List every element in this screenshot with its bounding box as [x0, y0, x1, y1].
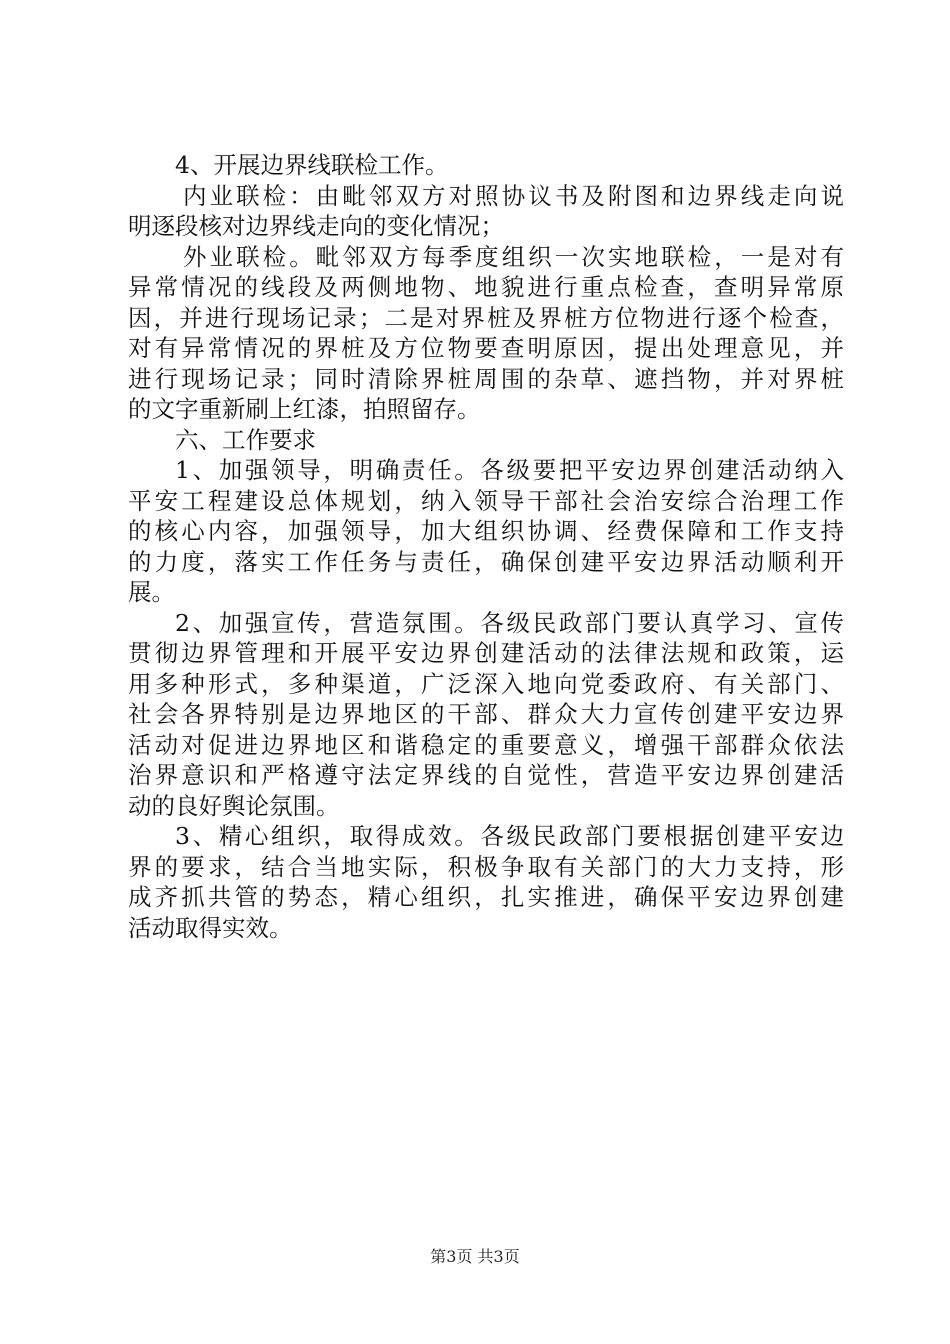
text-line: 动的良好舆论氛围。 — [128, 791, 340, 820]
text-line: 因，并进行现场记录；二是对界桩及界桩方位物进行逐个检查， — [128, 303, 844, 332]
text-line: 的核心内容，加强领导，加大组织协调、经费保障和工作支持 — [128, 517, 844, 545]
text-line: 六、工作要求 — [175, 425, 316, 454]
text-line: 平安工程建设总体规划，纳入领导干部社会治安综合治理工作 — [128, 486, 844, 515]
text-line: 成齐抓共管的势态，精心组织，扎实推进，确保平安边界创建 — [128, 883, 844, 911]
text-line: 1、加强领导，明确责任。各级要把平安边界创建活动纳入 — [175, 456, 844, 484]
text-line: 的力度，落实工作任务与责任，确保创建平安边界活动顺利开 — [128, 547, 844, 576]
text-line: 用多种形式，多种渠道，广泛深入地向党委政府、有关部门、 — [128, 669, 844, 698]
page-footer: 第3页 共3页 — [430, 1247, 520, 1266]
text-line: 的文字重新刷上红漆，拍照留存。 — [128, 395, 481, 423]
text-line: 4、开展边界线联检工作。 — [175, 151, 449, 179]
text-line: 进行现场记录；同时清除界桩周围的杂草、遮挡物，并对界桩 — [128, 364, 844, 393]
text-line: 3、精心组织，取得成效。各级民政部门要根据创建平安边 — [175, 822, 844, 850]
text-line: 社会各界特别是边界地区的干部、群众大力宣传创建平安边界 — [128, 700, 844, 728]
text-line: 治界意识和严格遵守法定界线的自觉性，营造平安边界创建活 — [128, 761, 844, 789]
text-line: 对有异常情况的界桩及方位物要查明原因，提出处理意见，并 — [128, 334, 844, 362]
text-line: 展。 — [128, 578, 175, 606]
text-line: 界的要求，结合当地实际，积极争取有关部门的大力支持，形 — [128, 852, 844, 881]
text-line: 异常情况的线段及两侧地物、地貌进行重点检查，查明异常原 — [128, 273, 844, 301]
text-line: 外业联检。毗邻双方每季度组织一次实地联检，一是对有 — [183, 242, 844, 271]
text-line: 内业联检：由毗邻双方对照协议书及附图和边界线走向说 — [183, 181, 844, 210]
text-line: 活动对促进边界地区和谐稳定的重要意义，增强干部群众依法 — [128, 730, 844, 759]
document-body — [128, 150, 844, 943]
text-line: 2、加强宣传，营造氛围。各级民政部门要认真学习、宣传 — [175, 608, 844, 637]
text-line: 贯彻边界管理和开展平安边界创建活动的法律法规和政策，运 — [128, 639, 844, 667]
text-line: 活动取得实效。 — [128, 913, 293, 942]
text-line: 明逐段核对边界线走向的变化情况； — [128, 212, 504, 240]
